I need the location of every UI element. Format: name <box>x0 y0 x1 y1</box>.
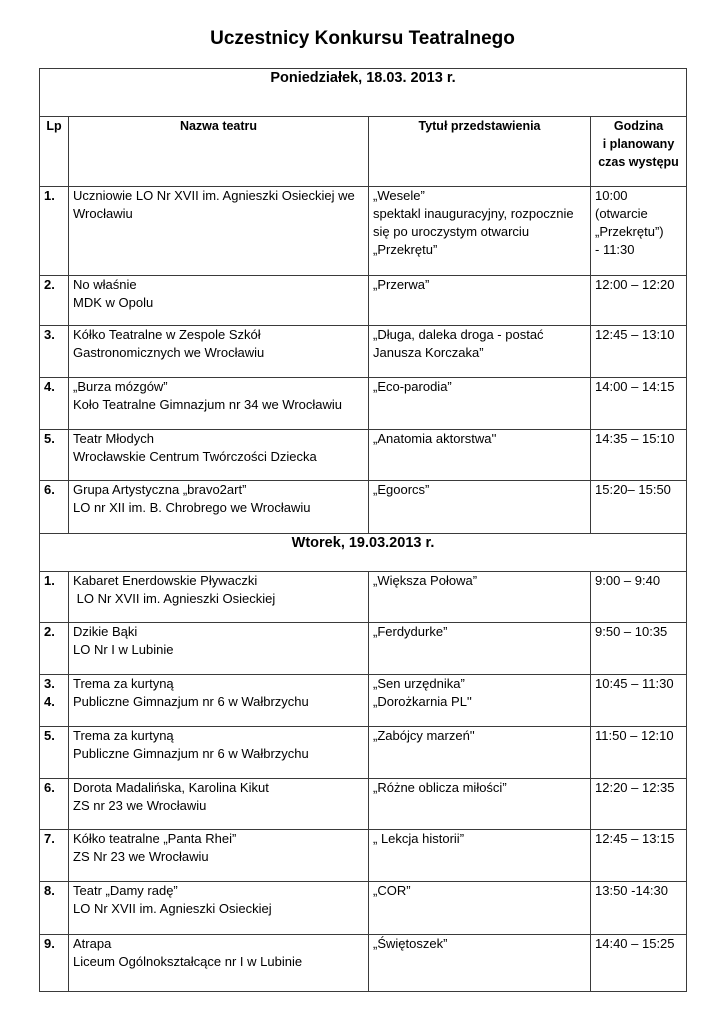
time-line: 9:00 – 9:40 <box>595 573 661 588</box>
theater-name <box>69 830 369 882</box>
theater-line: Kółko Teatralne w Zespole Szkół <box>73 327 261 342</box>
play-title <box>369 187 591 276</box>
theater-name <box>69 276 369 326</box>
row-number <box>40 481 69 534</box>
play-line: „Sen urzędnika” <box>373 676 465 691</box>
theater-name <box>69 430 369 481</box>
table-row <box>40 675 687 727</box>
row-number <box>40 727 69 779</box>
performance-time <box>591 935 687 992</box>
theater-line: ZS Nr 23 we Wrocławiu <box>73 849 209 864</box>
table-row <box>40 727 687 779</box>
row-number <box>40 276 69 326</box>
theater-line: Grupa Artystyczna „bravo2art” <box>73 482 247 497</box>
theater-line: Publiczne Gimnazjum nr 6 w Wałbrzychu <box>73 694 309 709</box>
day-heading: Poniedziałek, 18.03. 2013 r. <box>40 69 687 117</box>
row-number-text: 8. <box>44 883 55 898</box>
play-title <box>369 727 591 779</box>
play-line: „Świętoszek” <box>373 936 448 951</box>
play-line: „Przekrętu” <box>373 242 438 257</box>
performance-time <box>591 481 687 534</box>
play-line: „Egoorcs” <box>373 482 430 497</box>
time-line: 12:20 – 12:35 <box>595 780 675 795</box>
table-row <box>40 430 687 481</box>
play-title <box>369 935 591 992</box>
table-row <box>40 326 687 378</box>
theater-name <box>69 779 369 830</box>
time-line: 14:35 – 15:10 <box>595 431 675 446</box>
theater-name <box>69 882 369 935</box>
column-header-text: Nazwa teatru <box>179 119 258 133</box>
theater-name <box>69 727 369 779</box>
row-number-text: 3. <box>44 327 55 342</box>
row-number <box>40 572 69 623</box>
row-number <box>40 623 69 675</box>
table-row <box>40 572 687 623</box>
performance-time <box>591 830 687 882</box>
time-line: 14:00 – 14:15 <box>595 379 675 394</box>
table-row <box>40 779 687 830</box>
time-line: 14:40 – 15:25 <box>595 936 675 951</box>
theater-line: No właśnie <box>73 277 137 292</box>
page-title: Uczestnicy Konkursu Teatralnego <box>210 28 515 49</box>
performance-time <box>591 623 687 675</box>
time-line: 11:50 – 12:10 <box>595 728 674 743</box>
performance-time <box>591 378 687 430</box>
theater-line: Trema za kurtyną <box>73 728 174 743</box>
time-line: 12:45 – 13:15 <box>595 831 675 846</box>
row-number-text: 9. <box>44 936 55 951</box>
theater-line: MDK w Opolu <box>73 295 154 310</box>
row-number <box>40 935 69 992</box>
theater-line: Uczniowie LO Nr XVII im. Agnieszki Osieckiej we <box>73 188 355 203</box>
column-header-lp <box>40 117 69 187</box>
row-number-text: 2. <box>44 624 55 639</box>
row-number-text: 1. <box>44 188 55 203</box>
play-title <box>369 276 591 326</box>
theater-name <box>69 572 369 623</box>
theater-name <box>69 481 369 534</box>
row-number-text: 1. <box>44 573 55 588</box>
theater-line: LO Nr XVII im. Agnieszki Osieckiej <box>73 901 272 916</box>
play-line: „Przerwa” <box>373 277 430 292</box>
play-line: „Eco-parodia” <box>373 379 452 394</box>
performance-time <box>591 187 687 276</box>
theater-name <box>69 378 369 430</box>
theater-line: ZS nr 23 we Wrocławiu <box>73 798 207 813</box>
time-line: (otwarcie <box>595 206 648 221</box>
play-line: się po uroczystym otwarciu <box>373 224 530 239</box>
theater-line: Kółko teatralne „Panta Rhei” <box>73 831 237 846</box>
row-number <box>40 882 69 935</box>
table-row <box>40 623 687 675</box>
play-line: „ Lekcja historii” <box>373 831 465 846</box>
performance-time <box>591 882 687 935</box>
row-number <box>40 430 69 481</box>
theater-line: LO nr XII im. B. Chrobrego we Wrocławiu <box>73 500 311 515</box>
play-line: „COR” <box>373 883 411 898</box>
play-line: „Długa, daleka droga - postać <box>373 327 544 342</box>
row-number <box>40 830 69 882</box>
performance-time <box>591 727 687 779</box>
theater-line: Wrocławiu <box>73 206 133 221</box>
time-line: 15:20– 15:50 <box>595 482 671 497</box>
row-number-text: 2. <box>44 277 55 292</box>
performance-time <box>591 430 687 481</box>
row-number <box>40 675 69 727</box>
time-line: 10:45 – 11:30 <box>595 676 674 691</box>
row-number <box>40 187 69 276</box>
column-header-text: Godzina <box>613 119 664 133</box>
table-row <box>40 882 687 935</box>
play-line: „Różne oblicza miłości” <box>373 780 507 795</box>
performance-time <box>591 779 687 830</box>
play-title <box>369 481 591 534</box>
column-header-text: czas występu <box>598 155 679 169</box>
time-line: 12:00 – 12:20 <box>595 277 675 292</box>
time-line: 13:50 -14:30 <box>595 883 669 898</box>
row-number-text: 4. <box>44 694 55 709</box>
table-row <box>40 935 687 992</box>
table-row <box>40 830 687 882</box>
play-title <box>369 378 591 430</box>
schedule-table <box>39 68 687 992</box>
theater-line: Teatr „Damy radę” <box>73 883 178 898</box>
theater-line: Publiczne Gimnazjum nr 6 w Wałbrzychu <box>73 746 309 761</box>
time-line: 12:45 – 13:10 <box>595 327 675 342</box>
performance-time <box>591 572 687 623</box>
play-title <box>369 430 591 481</box>
play-line: „Dorożkarnia PL'' <box>373 694 472 709</box>
row-number <box>40 779 69 830</box>
performance-time <box>591 326 687 378</box>
theater-line: Dzikie Bąki <box>73 624 138 639</box>
theater-line: Liceum Ogólnokształcące nr I w Lubinie <box>73 954 303 969</box>
play-title <box>369 675 591 727</box>
row-number-text: 3. <box>44 676 55 691</box>
theater-name <box>69 326 369 378</box>
play-line: „Anatomia aktorstwa'' <box>373 431 497 446</box>
theater-line: Gastronomicznych we Wrocławiu <box>73 345 265 360</box>
theater-line: „Burza mózgów” <box>73 379 168 394</box>
time-line: 10:00 <box>595 188 628 203</box>
play-line: „Większa Połowa” <box>373 573 478 588</box>
column-header-time <box>591 117 687 187</box>
play-line: Janusza Korczaka” <box>373 345 484 360</box>
play-line: „Wesele” <box>373 188 425 203</box>
theater-name <box>69 935 369 992</box>
performance-time <box>591 276 687 326</box>
theater-line: Wrocławskie Centrum Twórczości Dziecka <box>73 449 317 464</box>
performance-time <box>591 675 687 727</box>
theater-line: Teatr Młodych <box>73 431 154 446</box>
play-title <box>369 830 591 882</box>
play-title <box>369 779 591 830</box>
theater-name <box>69 675 369 727</box>
play-line: spektakl inauguracyjny, rozpocznie <box>373 206 574 221</box>
time-line: - 11:30 <box>595 242 635 257</box>
column-header-text: i planowany <box>602 137 675 151</box>
theater-line: Trema za kurtyną <box>73 676 174 691</box>
time-line: „Przekrętu”) <box>595 224 664 239</box>
table-row <box>40 481 687 534</box>
theater-line: LO Nr I w Lubinie <box>73 642 174 657</box>
column-header-text: Lp <box>46 119 62 133</box>
theater-line: LO Nr XVII im. Agnieszki Osieckiej <box>73 591 276 606</box>
theater-name <box>69 187 369 276</box>
row-number-text: 7. <box>44 831 55 846</box>
theater-name <box>69 623 369 675</box>
row-number-text: 5. <box>44 728 55 743</box>
row-number-text: 6. <box>44 780 55 795</box>
column-header-text: Tytuł przedstawienia <box>418 119 541 133</box>
table-header-row <box>40 117 687 187</box>
row-number <box>40 326 69 378</box>
table-row <box>40 378 687 430</box>
day-heading-row <box>40 69 687 117</box>
theater-line: Atrapa <box>73 936 112 951</box>
table-row <box>40 276 687 326</box>
play-line: „Ferdydurke” <box>373 624 448 639</box>
theater-line: Dorota Madalińska, Karolina Kikut <box>73 780 269 795</box>
table-row <box>40 187 687 276</box>
row-number-text: 5. <box>44 431 55 446</box>
play-title <box>369 882 591 935</box>
time-line: 9:50 – 10:35 <box>595 624 668 639</box>
row-number-text: 6. <box>44 482 55 497</box>
row-number <box>40 378 69 430</box>
day-heading: Wtorek, 19.03.2013 r. <box>40 534 687 572</box>
theater-line: Koło Teatralne Gimnazjum nr 34 we Wrocławiu <box>73 397 343 412</box>
day-heading-row <box>40 534 687 572</box>
row-number-text: 4. <box>44 379 55 394</box>
column-header-theater <box>69 117 369 187</box>
play-title <box>369 326 591 378</box>
column-header-play <box>369 117 591 187</box>
theater-line: Kabaret Enerdowskie Pływaczki <box>73 573 258 588</box>
play-title <box>369 572 591 623</box>
play-line: „Zabójcy marzeń'' <box>373 728 475 743</box>
play-title <box>369 623 591 675</box>
